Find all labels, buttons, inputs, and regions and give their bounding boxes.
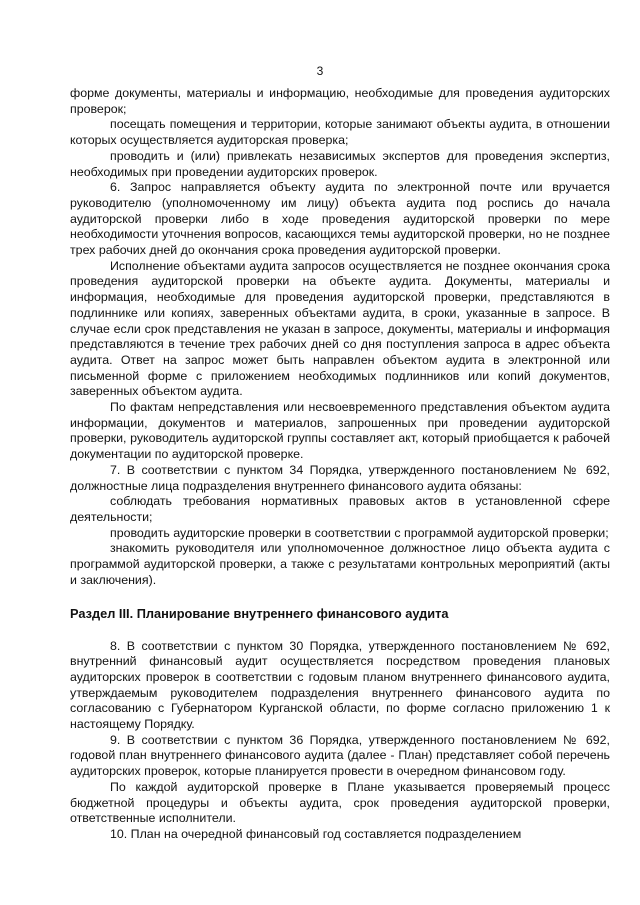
- paragraph: 6. Запрос направляется объекту аудита по электронной почте или вручается руководителю (уполномоченному им лицу) объекта аудита под роспись до начала аудиторской проверки либо в ходе проведения аудиторской проверки по мере необходимости уточнения вопросов, касающихся темы аудиторской проверки, но не позднее трех рабочих дней до окончания срока проведения аудиторской проверки.: [70, 180, 610, 258]
- paragraph: форме документы, материалы и информацию, необходимые для проведения аудиторских проверок;: [70, 86, 610, 116]
- paragraph: соблюдать требования нормативных правовых актов в установленной сфере деятельности;: [70, 494, 610, 524]
- paragraph: проводить аудиторские проверки в соответствии с программой аудиторской проверки;: [110, 525, 609, 540]
- paragraph: Исполнение объектами аудита запросов осуществляется не позднее окончания срока проведения аудиторской проверки на объекте аудита. Документы, материалы и информация, необходимые для проведения аудиторской проверки, представляются в подлиннике или копиях, заверенных объектами аудита, в сроки, указанные в запросе. В случае если срок представления не указан в запросе, документы, материалы и информация представляются в течение трех рабочих дней со дня поступления запроса в адрес объекта аудита. Ответ на запрос может быть направлен объектом аудита в электронной или письменной форме с приложением необходимых подлинников или копий документов, заверенных объектом аудита.: [70, 258, 610, 399]
- paragraph: знакомить руководителя или уполномоченное должностное лицо объекта аудита с программой аудиторской проверки, а также с результатами контрольных мероприятий (акты и заключения).: [70, 541, 610, 587]
- paragraph: посещать помещения и территории, которые занимают объекты аудита, в отношении которых осуществляется аудиторская проверка;: [70, 117, 610, 148]
- spacer: [70, 622, 610, 639]
- paragraph: 9. В соответствии с пунктом 36 Порядка, утвержденного постановлением № 692, годовой план внутреннего финансового аудита (далее - План) представляет собой перечень аудиторских проверок, которые планируется провести в очередном финансовом году.: [70, 732, 610, 779]
- paragraph: 7. В соответствии с пунктом 34 Порядка, утвержденного постановлением № 692, должностные лица подразделения внутреннего финансового аудита обязаны:: [70, 462, 610, 493]
- section-title: Раздел III. Планирование внутреннего финансового аудита: [70, 605, 449, 621]
- paragraph: 8. В соответствии с пунктом 30 Порядка, утвержденного постановлением № 692, внутренний финансовый аудит осуществляется посредством проведения плановых аудиторских проверок в соответствии с годовым планом внутреннего финансового аудита, утверждаемым руководителем подразделения внутреннего финансового аудита по согласованию с Губернатором Курганской области, по форме согласно приложению 1 к настоящему Порядку.: [70, 638, 610, 732]
- spacer: [70, 589, 610, 606]
- page-number: 3: [316, 64, 324, 78]
- paragraph: проводить и (или) привлекать независимых экспертов для проведения экспертиз, необходимых при проведении аудиторских проверок.: [70, 148, 610, 179]
- document-body: [70, 86, 610, 843]
- paragraph: По фактам непредставления или несвоевременного представления объектом аудита информации, документов и материалов, запрошенных при проведении аудиторской проверки, руководитель аудиторской группы составляет акт, который приобщается к рабочей документации по аудиторской проверке.: [70, 400, 610, 462]
- paragraph: По каждой аудиторской проверке в Плане указывается проверяемый процесс бюджетной процедуры и объекты аудита, срок проведения аудиторской проверки, ответственные исполнители.: [70, 779, 610, 826]
- paragraph: 10. План на очередной финансовый год составляется подразделением: [110, 826, 522, 841]
